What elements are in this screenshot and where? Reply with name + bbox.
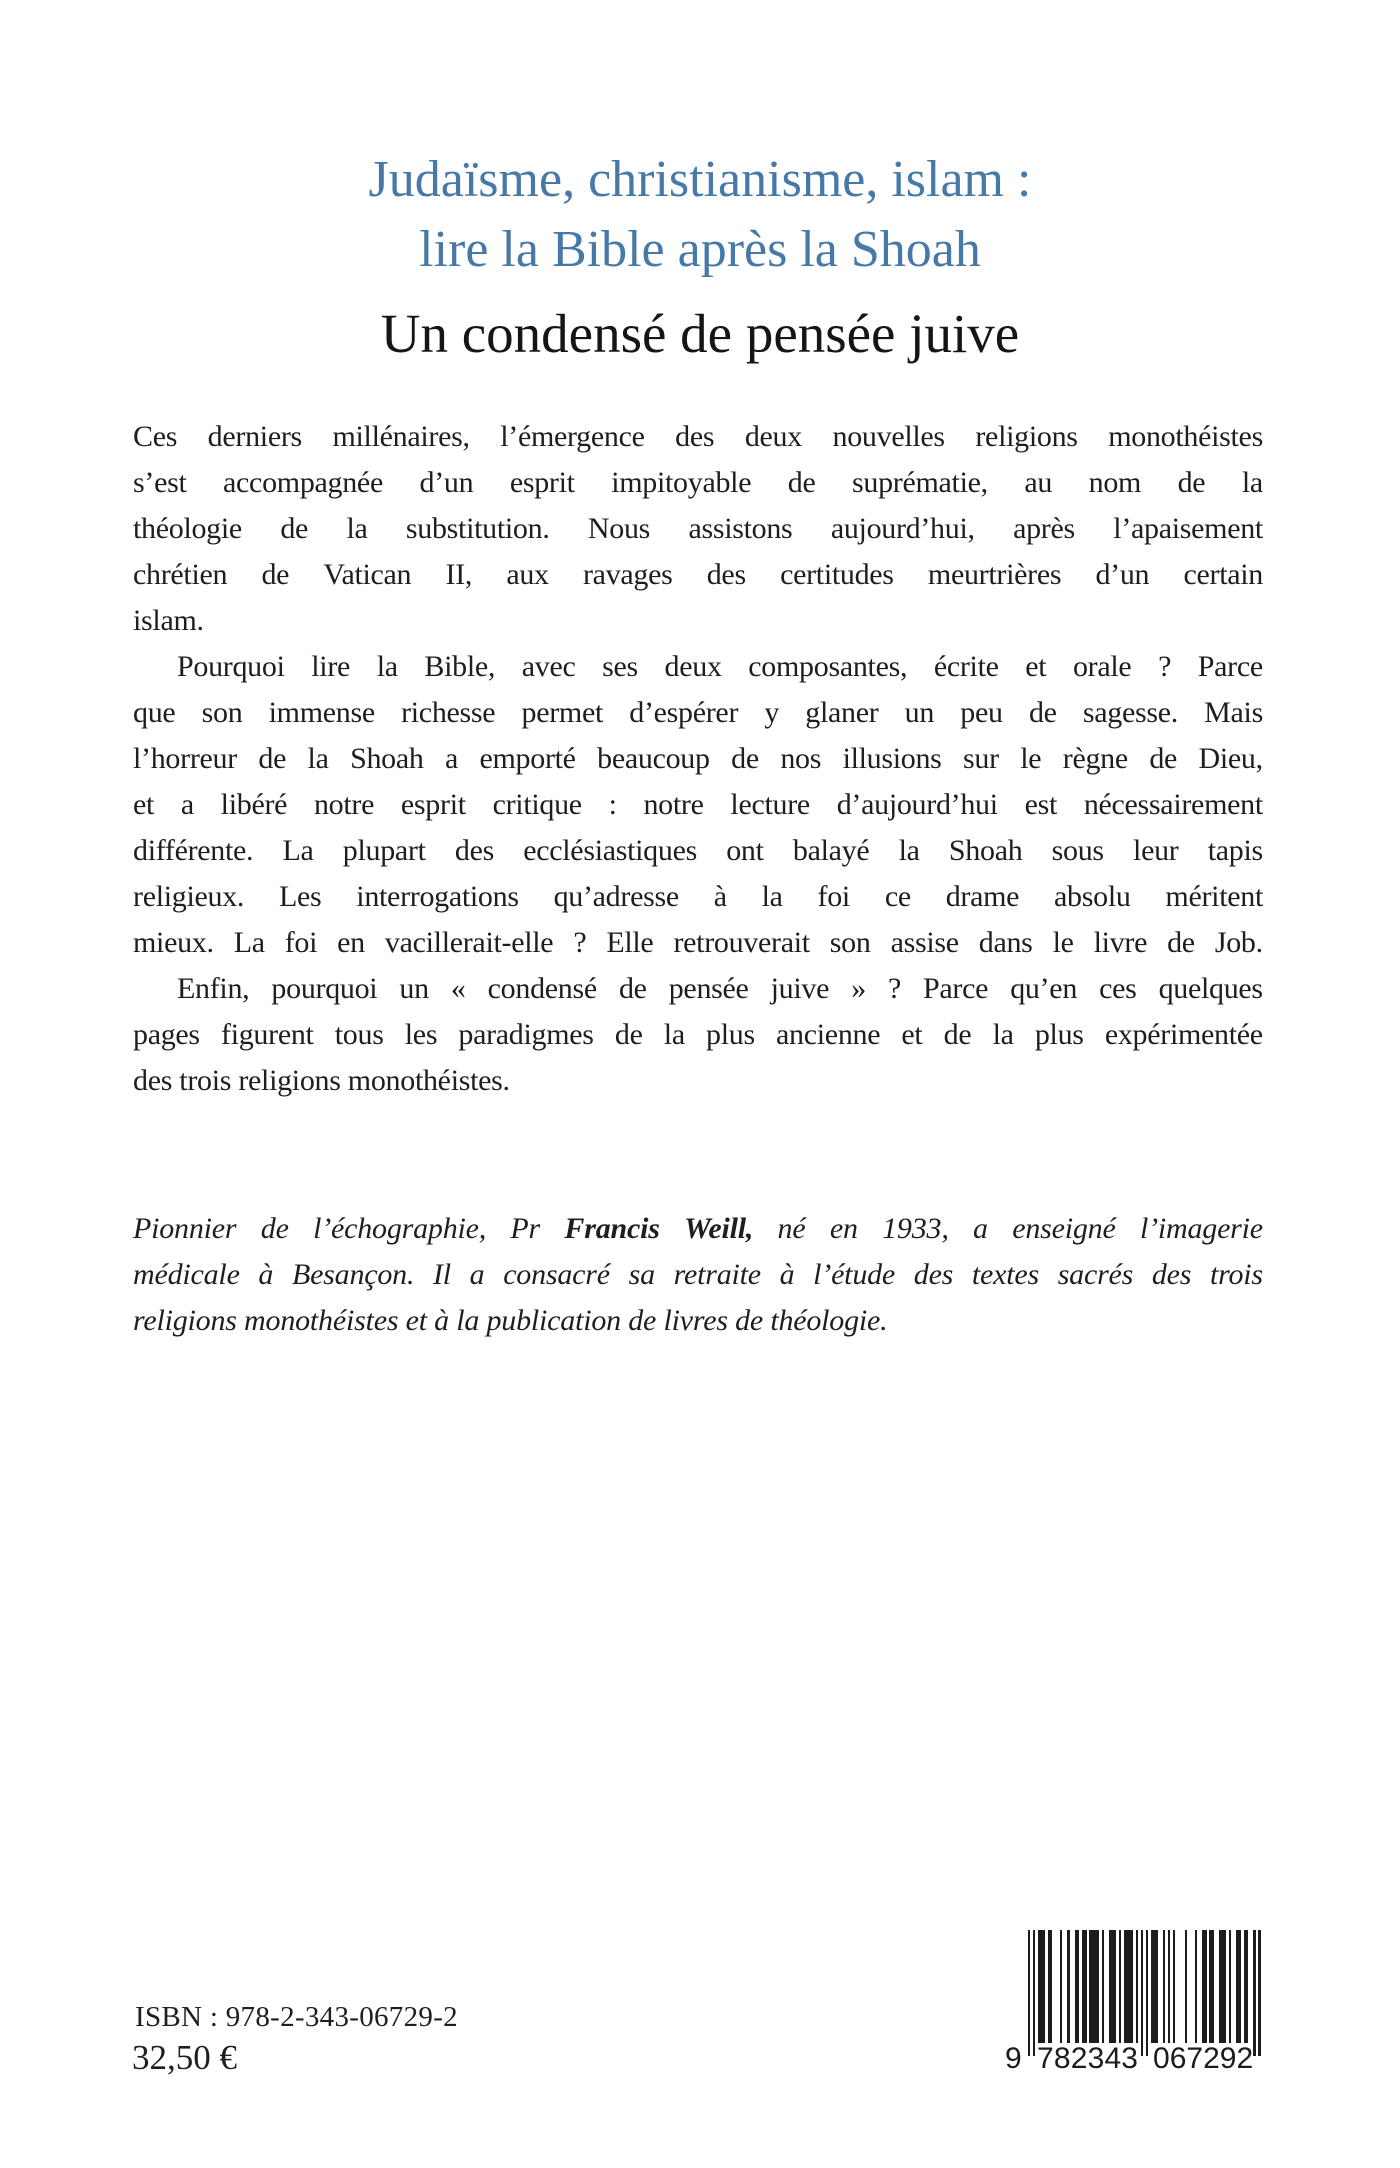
word: suprématie, <box>852 466 988 499</box>
barcode-digits-group2 <box>1153 2042 1252 2076</box>
word: les <box>404 1018 438 1051</box>
word: immense <box>268 696 375 729</box>
word: la <box>898 834 920 867</box>
word: des <box>913 1258 954 1291</box>
word: d’aujourd’hui <box>836 788 998 821</box>
bio-line <box>133 1298 1263 1344</box>
word: règne <box>1062 742 1128 775</box>
word: retrouverait <box>673 926 810 959</box>
word: Les <box>279 880 322 913</box>
barcode-digit: 0 <box>1153 2042 1170 2075</box>
word: millénaires, <box>332 420 470 453</box>
word: des <box>675 420 715 453</box>
barcode-bar <box>1089 1930 1099 2043</box>
word: Parce <box>923 972 989 1005</box>
word: composantes, <box>748 650 908 683</box>
word: deux <box>744 420 802 453</box>
barcode-digit: 7 <box>1037 2042 1054 2075</box>
word: substitution. <box>405 512 550 545</box>
barcode-bar <box>1136 1930 1138 2043</box>
barcode-digit: 2 <box>1236 2042 1254 2075</box>
word: La <box>233 926 265 959</box>
word: Job. <box>1214 926 1263 959</box>
word: l’émergence <box>500 420 645 453</box>
barcode-bar <box>1124 1930 1134 2043</box>
body-line <box>133 552 1263 598</box>
word: après <box>1013 512 1075 545</box>
word: des <box>454 834 494 867</box>
word: de <box>787 466 816 499</box>
word: notre <box>313 788 375 821</box>
ean13-barcode <box>1005 1930 1266 2075</box>
word: d’espérer <box>629 696 739 729</box>
word: glaner <box>805 696 879 729</box>
word: né <box>777 1212 806 1245</box>
word: a <box>445 742 459 775</box>
word: sacrés <box>1057 1258 1134 1291</box>
word: illusions <box>842 742 942 775</box>
barcode-bar <box>1163 1930 1165 2043</box>
word: méritent <box>1165 880 1263 913</box>
word: consacré <box>503 1258 610 1291</box>
word: la <box>761 880 783 913</box>
word: foi <box>817 880 850 913</box>
word: de <box>731 742 759 775</box>
barcode-bar <box>1151 1930 1158 2043</box>
barcode-bar <box>1082 1930 1087 2043</box>
word: religieux. <box>133 880 245 913</box>
barcode-bar <box>1173 1930 1175 2043</box>
word: Shoah <box>948 834 1023 867</box>
word: juive <box>770 972 830 1005</box>
word: pourquoi <box>271 972 378 1005</box>
barcode-bars <box>1028 1930 1262 2056</box>
word: Enfin, <box>177 972 250 1005</box>
word: en <box>337 926 365 959</box>
word: plupart <box>342 834 426 867</box>
word: ce <box>884 880 911 913</box>
barcode-digits-group1 <box>1037 2042 1138 2076</box>
body-line <box>133 966 1263 1012</box>
word: un <box>399 972 429 1005</box>
word: beaucoup <box>597 742 710 775</box>
word: meurtrières <box>927 558 1062 591</box>
barcode-bar <box>1141 1930 1143 2056</box>
word: peu <box>960 696 1003 729</box>
word: son <box>201 696 243 729</box>
barcode-bar <box>1244 1930 1249 2043</box>
barcode-bar <box>1033 1930 1035 2056</box>
barcode-bar <box>1219 1930 1226 2043</box>
word: à <box>713 880 727 913</box>
word: tapis <box>1207 834 1263 867</box>
word: la <box>346 512 368 545</box>
body-line <box>133 1012 1263 1058</box>
word: dans <box>978 926 1033 959</box>
word: de <box>260 1212 289 1245</box>
word: Dieu, <box>1198 742 1263 775</box>
word: leur <box>1133 834 1179 867</box>
price-text: 32,50 € <box>132 2038 237 2077</box>
word: l’apaisement <box>1113 512 1263 545</box>
title-block <box>0 145 1400 285</box>
word: lecture <box>730 788 810 821</box>
word: » <box>851 972 866 1005</box>
word: des <box>706 558 746 591</box>
word: le <box>1020 742 1042 775</box>
word: nom <box>1088 466 1142 499</box>
word: sous <box>1051 834 1104 867</box>
barcode-digit: 3 <box>1087 2042 1105 2075</box>
word: la <box>663 1018 685 1051</box>
word: ravages <box>582 558 673 591</box>
word: interrogations <box>356 880 519 913</box>
word: accompagnée <box>223 466 383 499</box>
barcode-bar <box>1168 1930 1170 2043</box>
word: tous <box>334 1018 384 1051</box>
word: deux <box>664 650 722 683</box>
word: et <box>1025 650 1047 683</box>
word: l’imagerie <box>1139 1212 1263 1245</box>
word: ? <box>573 926 587 959</box>
word: différente. <box>133 834 254 867</box>
word: la <box>1241 466 1263 499</box>
book-title-line-1: Judaïsme, christianisme, islam : <box>368 151 1032 208</box>
word: « <box>450 972 466 1005</box>
word: médicale <box>133 1258 240 1291</box>
barcode-digit: 9 <box>1219 2042 1237 2075</box>
word: théologie <box>133 512 242 545</box>
barcode-bar <box>1229 1930 1231 2043</box>
word: à <box>779 1258 795 1291</box>
body-line <box>133 506 1263 552</box>
word: en <box>829 1212 858 1245</box>
word: de <box>614 1018 643 1051</box>
word: plus <box>706 1018 755 1051</box>
barcode-bar <box>1146 1930 1148 2056</box>
word: de <box>618 972 647 1005</box>
word: monothéistes <box>1108 420 1263 453</box>
word: chrétien <box>133 558 228 591</box>
body-line <box>133 782 1263 828</box>
author-name-word: Francis <box>564 1212 660 1245</box>
word: : <box>608 788 617 821</box>
word: ecclésiastiques <box>523 834 697 867</box>
word: foi <box>284 926 318 959</box>
body-line <box>133 414 1263 460</box>
word: impitoyable <box>611 466 752 499</box>
word: l’horreur <box>133 742 237 775</box>
word: Parce <box>1197 650 1263 683</box>
word: aux <box>506 558 549 591</box>
word: de <box>1028 696 1057 729</box>
word: emporté <box>479 742 576 775</box>
word: La <box>282 834 314 867</box>
word: lire <box>311 650 351 683</box>
barcode-bar <box>1038 1930 1045 2043</box>
word: expérimentée <box>1104 1018 1263 1051</box>
word: l’étude <box>813 1258 896 1291</box>
word: d’un <box>1095 558 1150 591</box>
word: d’un <box>419 466 474 499</box>
barcode-bar <box>1202 1930 1207 2043</box>
word: ancienne <box>776 1018 881 1051</box>
word: richesse <box>401 696 496 729</box>
word: II, <box>445 558 473 591</box>
barcode-digit: 8 <box>1053 2042 1071 2075</box>
word: qu’en <box>1010 972 1078 1005</box>
word: Bible, <box>424 650 496 683</box>
bio-text: religions monothéistes et à la publication de livres de théologie. <box>133 1304 888 1337</box>
word: ses <box>602 650 638 683</box>
word: son <box>829 926 871 959</box>
isbn-text: ISBN : 978-2-343-06729-2 <box>135 2001 458 2033</box>
word: sagesse. <box>1082 696 1178 729</box>
word: est <box>1024 788 1058 821</box>
word: derniers <box>207 420 302 453</box>
word: balayé <box>792 834 870 867</box>
word: aujourd’hui, <box>830 512 975 545</box>
author-bio <box>133 1206 1263 1344</box>
word: pensée <box>668 972 749 1005</box>
word: à <box>258 1258 274 1291</box>
word: de <box>280 512 309 545</box>
word: la <box>307 742 329 775</box>
word: Pr <box>510 1212 541 1245</box>
word: absolu <box>1054 880 1131 913</box>
book-subtitle: Un condensé de pensée juive <box>380 303 1020 364</box>
word: nécessairement <box>1083 788 1263 821</box>
word: esprit <box>400 788 466 821</box>
word: et <box>901 1018 923 1051</box>
body-line <box>133 920 1263 966</box>
word: sur <box>963 742 999 775</box>
word: religions <box>975 420 1078 453</box>
word: retraite <box>673 1258 761 1291</box>
word: écrite <box>933 650 999 683</box>
body-line: des trois religions monothéistes. <box>133 1064 510 1097</box>
word: nouvelles <box>832 420 945 453</box>
word: sa <box>628 1258 655 1291</box>
body-line <box>133 690 1263 736</box>
barcode-bar <box>1253 1930 1255 2056</box>
word: et <box>133 788 155 821</box>
word: vacillerait-elle <box>384 926 554 959</box>
word: pages <box>133 1018 200 1051</box>
barcode-bar <box>1185 1930 1187 2043</box>
word: Il <box>433 1258 451 1291</box>
barcode-bar <box>1060 1930 1062 2043</box>
back-cover-text <box>133 414 1263 1104</box>
barcode-bar <box>1195 1930 1197 2043</box>
word: des <box>1151 1258 1192 1291</box>
body-line <box>133 736 1263 782</box>
word: Ces <box>133 420 178 453</box>
word: paradigmes <box>458 1018 594 1051</box>
word: s’est <box>133 466 187 499</box>
word: un <box>904 696 935 729</box>
word: qu’adresse <box>553 880 679 913</box>
word: de <box>261 558 290 591</box>
word: enseigné <box>1012 1212 1116 1245</box>
word: figurent <box>221 1018 314 1051</box>
word: au <box>1024 466 1053 499</box>
word: ont <box>726 834 764 867</box>
bio-line <box>133 1206 1263 1252</box>
bio-line <box>133 1252 1263 1298</box>
barcode-bar <box>1119 1930 1121 2043</box>
word: drame <box>945 880 1020 913</box>
barcode-bar <box>1258 1930 1260 2056</box>
word: la <box>992 1018 1014 1051</box>
word: y <box>764 696 780 729</box>
barcode-bar <box>1209 1930 1214 2043</box>
word: le <box>1052 926 1074 959</box>
barcode-bar <box>1109 1930 1116 2043</box>
barcode-bar <box>1028 1930 1030 2056</box>
word: libéré <box>220 788 288 821</box>
word: condensé <box>487 972 597 1005</box>
barcode-bar <box>1075 1930 1080 2043</box>
word: Shoah <box>350 742 424 775</box>
word: a <box>469 1258 485 1291</box>
word: de <box>1167 926 1195 959</box>
barcode-digit: 3 <box>1121 2042 1138 2075</box>
word: certain <box>1183 558 1263 591</box>
word: 1933, <box>882 1212 949 1245</box>
word: Pourquoi <box>177 650 285 683</box>
barcode-bar <box>1236 1930 1241 2043</box>
word: certitudes <box>780 558 894 591</box>
barcode-bar <box>1102 1930 1104 2043</box>
word: que <box>133 696 176 729</box>
word: textes <box>971 1258 1039 1291</box>
word: esprit <box>509 466 575 499</box>
word: assise <box>890 926 959 959</box>
barcode-digit: 2 <box>1070 2042 1088 2075</box>
barcode-digit: 6 <box>1169 2042 1187 2075</box>
body-line <box>133 828 1263 874</box>
word: avec <box>521 650 576 683</box>
word: ? <box>1158 650 1172 683</box>
word: de <box>258 742 287 775</box>
word: Vatican <box>323 558 412 591</box>
word: Elle <box>606 926 654 959</box>
word: a <box>180 788 194 821</box>
body-line <box>133 644 1263 690</box>
body-line <box>133 874 1263 920</box>
word: orale <box>1072 650 1132 683</box>
barcode-lead-digit: 9 <box>1005 2042 1022 2075</box>
word: notre <box>643 788 704 821</box>
word: de <box>943 1018 972 1051</box>
author-name-word: Weill, <box>684 1212 754 1245</box>
body-line <box>133 460 1263 506</box>
word: critique <box>492 788 582 821</box>
word: assistons <box>688 512 793 545</box>
barcode-digit: 2 <box>1203 2042 1220 2075</box>
word: la <box>376 650 398 683</box>
word: ? <box>887 972 901 1005</box>
barcode-digit: 4 <box>1104 2042 1122 2075</box>
word: Nous <box>587 512 651 545</box>
word: Besançon. <box>291 1258 415 1291</box>
word: ces <box>1099 972 1137 1005</box>
word: de <box>1149 742 1178 775</box>
word: plus <box>1034 1018 1084 1051</box>
word: Pionnier <box>133 1212 237 1245</box>
word: permet <box>521 696 604 729</box>
word: nos <box>780 742 822 775</box>
word: trois <box>1209 1258 1263 1291</box>
barcode-digit: 7 <box>1186 2042 1204 2075</box>
word: de <box>1177 466 1206 499</box>
barcode-bar <box>1048 1930 1053 2043</box>
body-line: islam. <box>133 604 204 637</box>
book-title-line-2: lire la Bible après la Shoah <box>419 221 981 278</box>
barcode-bar <box>1067 1930 1069 2043</box>
word: mieux. <box>133 926 214 959</box>
word: quelques <box>1158 972 1263 1005</box>
word: a <box>973 1212 988 1245</box>
word: l’échographie, <box>313 1212 487 1245</box>
word: Mais <box>1204 696 1263 729</box>
word: livre <box>1093 926 1148 959</box>
